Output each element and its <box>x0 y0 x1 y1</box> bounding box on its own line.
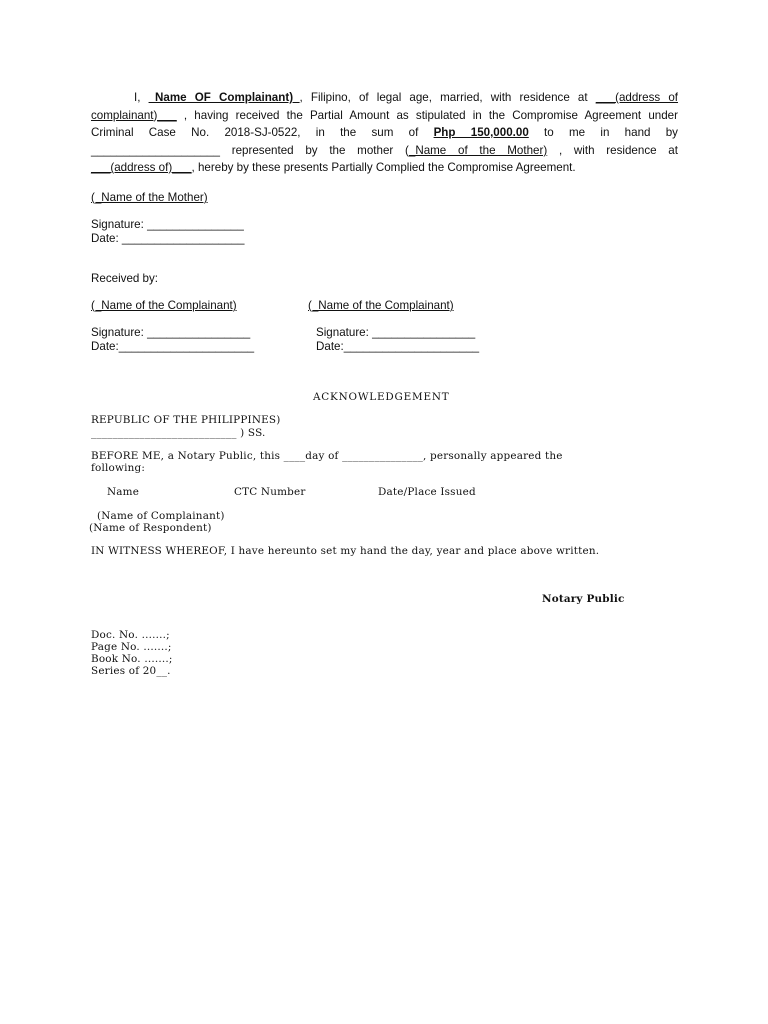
acknowledgement-title: ACKNOWLEDGEMENT <box>313 391 450 403</box>
person-respondent: (Name of Respondent) <box>89 522 212 534</box>
republic-line: REPUBLIC OF THE PHILIPPINES) <box>91 414 281 426</box>
complainant-name-field: _Name OF Complainant)_ <box>148 91 300 104</box>
notary-public: Notary Public <box>542 593 625 605</box>
left-complainant-name: (_Name of the Complainant) <box>91 299 237 312</box>
left-signature: Signature: ________________ <box>91 326 251 339</box>
table-header-date-place: Date/Place Issued <box>378 486 476 498</box>
affidavit-paragraph <box>91 89 678 177</box>
affidavit-line-4: ____________________ represented by the mother (_Name of the Mother) , with residence at <box>91 143 678 157</box>
before-me-line-2: following: <box>91 462 146 474</box>
mother-name-field: _Name of the Mother) <box>408 143 548 157</box>
person-complainant: (Name of Complainant) <box>97 510 225 522</box>
right-complainant-name: (_Name of the Complainant) <box>308 299 454 312</box>
page-no: Page No. .......; <box>91 641 172 653</box>
affidavit-line-1: I, _Name OF Complainant)_, Filipino, of legal age, married, with residence at ___(address of <box>134 91 679 104</box>
left-date: Date:_____________________ <box>91 340 255 353</box>
right-date: Date:_____________________ <box>316 340 480 353</box>
mother-date: Date: ___________________ <box>91 232 245 245</box>
complainant-address-field: ___(address of <box>595 91 679 104</box>
received-by-label: Received by: <box>91 272 159 285</box>
before-me-line-1: BEFORE ME, a Notary Public, this ____day of _______________, personally appeared the <box>91 450 563 462</box>
doc-no: Doc. No. .......; <box>91 629 170 641</box>
mother-name: (_Name of the Mother) <box>91 191 208 204</box>
affidavit-line-2: complainant)___ , having received the Partial Amount as stipulated in the Compromise Agreement under <box>91 108 678 122</box>
mother-signature: Signature: _______________ <box>91 218 244 231</box>
witness-line: IN WITNESS WHEREOF, I have hereunto set my hand the day, year and place above written. <box>91 545 600 557</box>
affidavit-line-5: ___(address of)___, hereby by these presents Partially Complied the Compromise Agreement. <box>91 161 576 174</box>
ss-line: ___________________________ ) SS. <box>91 427 266 439</box>
table-header-ctc: CTC Number <box>234 486 306 498</box>
affidavit-line-3: Criminal Case No. 2018-SJ-0522, in the sum of Php 150,000.00 to me in hand by <box>91 126 678 139</box>
series: Series of 20__. <box>91 665 171 677</box>
right-signature: Signature: ________________ <box>316 326 476 339</box>
amount-field: Php 150,000.00 <box>433 126 529 139</box>
table-header-name: Name <box>107 486 140 498</box>
book-no: Book No. .......; <box>91 653 173 665</box>
